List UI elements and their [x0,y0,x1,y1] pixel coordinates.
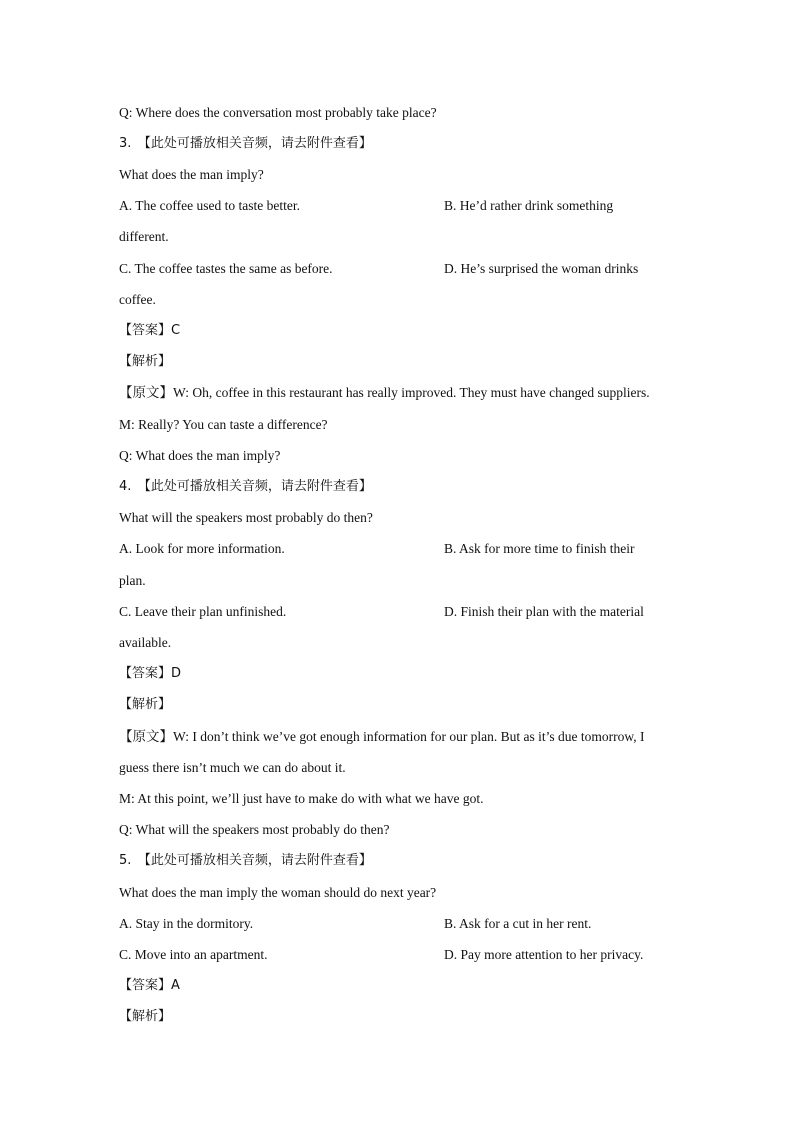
item-3-option-a: A. The coffee used to taste better. [119,198,300,213]
item-5-option-b: B. Ask for a cut in her rent. [444,916,592,931]
item-3-option-b: B. He’d rather drink something [444,198,614,213]
item-4-transcript-woman-line-2: guess there isn’t much we can do about it. [119,760,346,775]
question-2-prompt: Q: Where does the conversation most probably take place? [119,105,437,120]
item-4-analysis-label: 【解析】 [119,697,172,712]
item-3-answer: 【答案】C [119,323,181,338]
item-4-option-c: C. Leave their plan unfinished. [119,604,287,619]
item-5-analysis-label: 【解析】 [119,1009,172,1024]
item-3-question: What does the man imply? [119,167,264,182]
item-3-option-d-continued: coffee. [119,292,156,307]
item-4-option-b-continued: plan. [119,573,146,588]
item-4-transcript-woman-line-1: 【原文】W: I don’t think we’ve got enough information for our plan. But as it’s due tomorrow, I [119,729,645,744]
item-3-option-d: D. He’s surprised the woman drinks [444,261,639,276]
item-3-transcript-man: M: Really? You can taste a difference? [119,417,328,432]
item-5-option-d: D. Pay more attention to her privacy. [444,947,644,962]
item-3-transcript-question: Q: What does the man imply? [119,448,281,463]
item-3-audio-header: 3. 【此处可播放相关音频，请去附件查看】 [119,136,372,151]
item-3-transcript-woman: 【原文】W: Oh, coffee in this restaurant has really improved. They must have changed suppliers. [119,385,650,400]
item-4-option-a: A. Look for more information. [119,541,285,556]
item-4-answer: 【答案】D [119,666,182,681]
item-4-question: What will the speakers most probably do then? [119,510,373,525]
item-5-question: What does the man imply the woman should do next year? [119,885,437,900]
item-5-option-a: A. Stay in the dormitory. [119,916,254,931]
item-5-answer: 【答案】A [119,978,180,993]
item-3-analysis-label: 【解析】 [119,354,172,369]
item-4-option-d: D. Finish their plan with the material [444,604,644,619]
item-4-option-b: B. Ask for more time to finish their [444,541,635,556]
item-5-option-c: C. Move into an apartment. [119,947,268,962]
item-4-audio-header: 4. 【此处可播放相关音频，请去附件查看】 [119,479,372,494]
item-3-option-b-continued: different. [119,229,169,244]
item-4-option-d-continued: available. [119,635,172,650]
item-3-option-c: C. The coffee tastes the same as before. [119,261,333,276]
item-4-transcript-man: M: At this point, we’ll just have to make do with what we have got. [119,791,484,806]
item-4-transcript-question: Q: What will the speakers most probably do then? [119,822,390,837]
item-5-audio-header: 5. 【此处可播放相关音频，请去附件查看】 [119,853,372,868]
